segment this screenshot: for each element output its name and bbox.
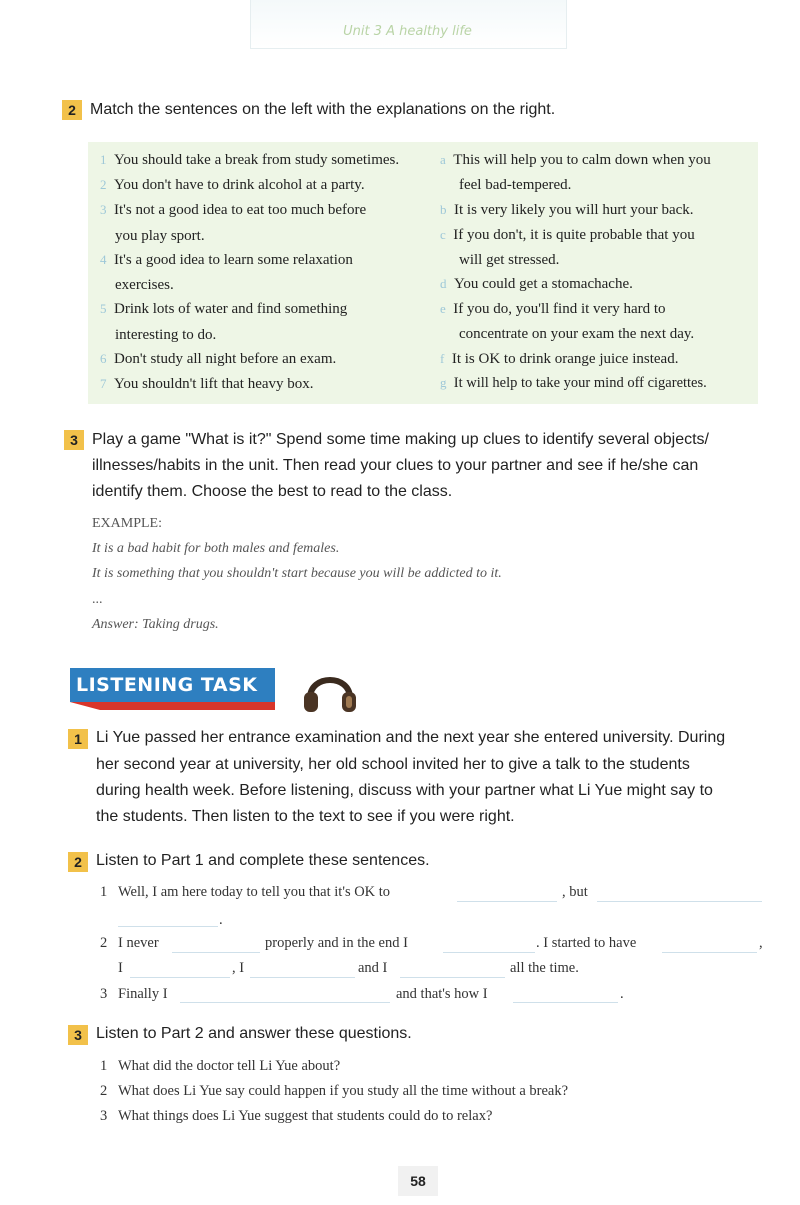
sentence-number: 2 [100,935,108,951]
section-number-badge: 3 [64,430,84,450]
right-item-c: c If you don't, it is quite probable that you [440,227,695,243]
blank-line[interactable] [443,952,535,953]
sentence-1-end: . [219,912,223,928]
question-1: What did the doctor tell Li Yue about? [118,1058,341,1074]
sentence-2-part-a: I never [118,935,159,951]
blank-line[interactable] [513,1002,618,1003]
sentence-1-part-b: , but [562,884,588,900]
task1-line-2: her second year at university, her old school invited her to give a talk to the students [96,756,690,773]
headphones-icon [302,664,358,721]
blank-line[interactable] [597,901,762,902]
blank-line[interactable] [180,1002,390,1003]
question-3: What things does Li Yue suggest that students could do to relax? [118,1108,493,1124]
banner-title: LISTENING TASK [76,674,258,696]
section-number-badge: 2 [62,100,82,120]
blank-line[interactable] [662,952,757,953]
section3-line-3: identify them. Choose the best to read to the class. [92,483,453,500]
task1-line-1: Li Yue passed her entrance examination and the next year she entered university. During [96,729,726,746]
left-item-6: 6 Don't study all night before an exam. [100,351,337,367]
left-item-5: 5 Drink lots of water and find something [100,301,348,317]
example-line-1: It is a bad habit for both males and females. [92,541,340,556]
question-number: 3 [100,1108,108,1124]
right-item-e-cont: concentrate on your exam the next day. [459,326,695,342]
blank-line[interactable] [457,901,557,902]
sentence-number: 1 [100,884,108,900]
sentence-3-part-a: Finally I [118,986,168,1002]
task2-instruction: Listen to Part 1 and complete these sentences. [96,852,430,869]
section3-line-1: Play a game "What is it?" Spend some time making up clues to identify several objects/ [92,431,709,448]
sentence-2-part-d: , [759,935,763,951]
page-number: 58 [398,1166,438,1196]
task3-instruction: Listen to Part 2 and answer these questions. [96,1025,412,1042]
left-item-3: 3 It's not a good idea to eat too much before [100,202,367,218]
right-item-f: f It is OK to drink orange juice instead. [440,351,679,367]
sentence-2-part-e: I [118,960,123,976]
sentence-3-part-b: and that's how I [396,986,488,1002]
unit-title: Unit 3 A healthy life [343,24,472,39]
left-item-5-cont: interesting to do. [115,327,217,343]
sentence-number: 3 [100,986,108,1002]
left-item-7: 7 You shouldn't lift that heavy box. [100,376,314,392]
question-number: 1 [100,1058,108,1074]
left-item-1: 1 You should take a break from study sometimes. [100,152,400,168]
example-answer: Answer: Taking drugs. [92,617,219,632]
left-item-3-cont: you play sport. [115,228,205,244]
task-number-badge: 3 [68,1025,88,1045]
question-2: What does Li Yue say could happen if you study all the time without a break? [118,1083,569,1099]
example-ellipsis: ... [92,592,103,607]
sentence-2-part-f: , I [232,960,245,976]
blank-line[interactable] [172,952,260,953]
sentence-2-part-c: . I started to have [536,935,637,951]
right-item-c-cont: will get stressed. [459,252,560,268]
right-item-b: b It is very likely you will hurt your back. [440,202,694,218]
listening-task-banner [70,668,275,710]
section2-instruction: Match the sentences on the left with the explanations on the right. [90,101,556,118]
right-item-a-cont: feel bad-tempered. [459,177,572,193]
right-item-g: g It will help to take your mind off cigarettes. [440,375,707,391]
example-label: EXAMPLE: [92,516,162,531]
sentence-3-end: . [620,986,624,1002]
right-item-d: d You could get a stomachache. [440,276,633,292]
question-number: 2 [100,1083,108,1099]
blank-line[interactable] [118,926,218,927]
right-item-a: a This will help you to calm down when you [440,152,711,168]
sentence-1-part-a: Well, I am here today to tell you that it's OK to [118,884,391,900]
left-item-2: 2 You don't have to drink alcohol at a party. [100,177,365,193]
left-item-4-cont: exercises. [115,277,174,293]
task-number-badge: 2 [68,852,88,872]
blank-line[interactable] [130,977,230,978]
sentence-2-part-h: all the time. [510,960,579,976]
left-item-4: 4 It's a good idea to learn some relaxation [100,252,353,268]
task1-line-3: during health week. Before listening, discuss with your partner what Li Yue might say to [96,782,713,799]
sentence-2-part-g: and I [358,960,388,976]
right-item-e: e If you do, you'll find it very hard to [440,301,666,317]
task1-line-4: the students. Then listen to the text to see if you were right. [96,808,515,825]
task-number-badge: 1 [68,729,88,749]
sentence-2-part-b: properly and in the end I [265,935,408,951]
example-line-2: It is something that you shouldn't start because you will be addicted to it. [92,566,502,581]
blank-line[interactable] [400,977,505,978]
blank-line[interactable] [250,977,355,978]
section3-line-2: illnesses/habits in the unit. Then read your clues to your partner and see if he/she can [92,457,699,474]
